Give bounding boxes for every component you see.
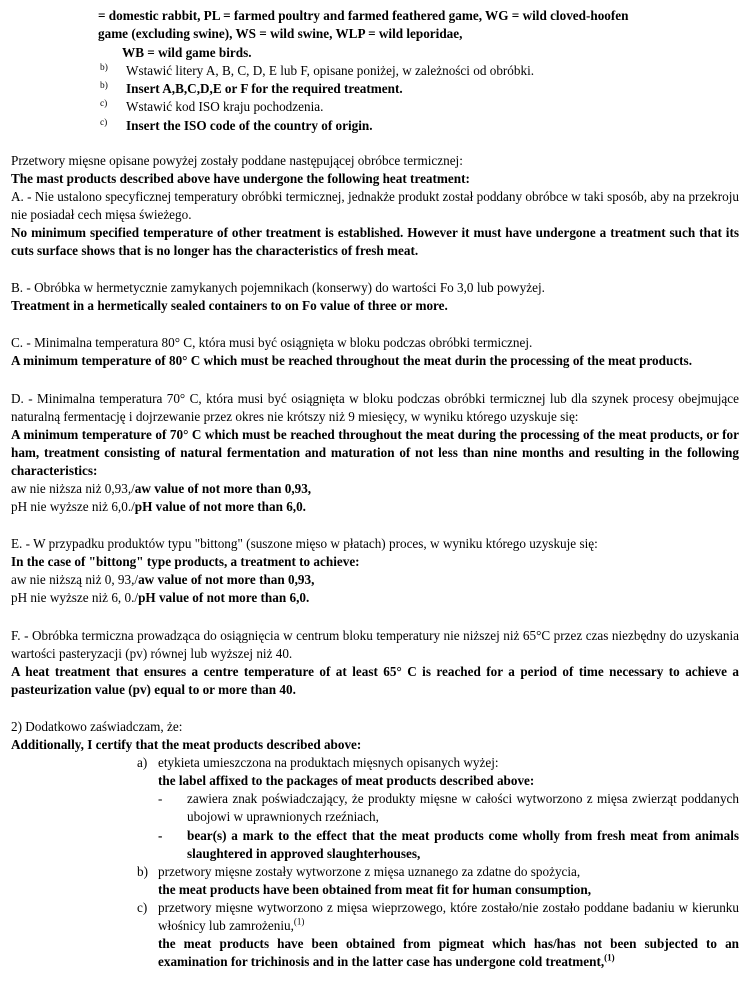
footnote-item-c-en	[100, 117, 750, 135]
value-label-pl: aw nie niższa niż 0,93,/	[11, 481, 135, 496]
intro-text-en: The mast products described above have undergone the following heat treatment:	[11, 170, 470, 186]
list-item-a-text-en: the label affixed to the packages of meat products described above:	[158, 773, 535, 789]
section-2-list	[137, 754, 739, 971]
spacer	[11, 315, 739, 334]
list-item-a	[137, 754, 739, 772]
sublist-item-text-pl: zawiera znak poświadczający, że produkty mięsne w całości wytworzono z mięsa zwierząt poddanych ubojowi w uprawnionych rzeźniach,	[187, 791, 739, 825]
list-item-text-pl: etykieta umieszczona na produktach mięsnych opisanych wyżej:	[158, 755, 499, 771]
value-label-pl: pH nie wyższe niż 6, 0./	[11, 590, 139, 606]
treatment-d-value-ph	[11, 498, 739, 516]
spacer	[11, 371, 739, 390]
footnote-text: Insert the ISO code of the country of origin.	[126, 117, 373, 133]
treatment-e-en: In the case of "bittong" type products, a treatment to achieve:	[11, 554, 360, 570]
list-marker: b)	[137, 863, 148, 879]
treatment-e-value-ph	[11, 589, 739, 607]
footnote-continuation-line-3: WB = wild game birds.	[122, 44, 252, 60]
treatment-a-pl: A. - Nie ustalono specyficznej temperatury obróbki termicznej, jednakże produkt został poddany obróbce w taki sposób, aby na przekroju nie posiadał cech mięsa świeżego.	[11, 188, 739, 222]
treatment-a-en: No minimum specified temperature of other treatment is established. However it must have undergone a treatment such that its cuts surface shows that is no longer has the characteristics of fresh meat.	[11, 224, 739, 259]
footnote-item-b-pl	[100, 62, 750, 80]
value-label-pl: pH nie wyższe niż 6,0./	[11, 499, 135, 515]
footnote-text: Wstawić kod ISO kraju pochodzenia.	[126, 99, 324, 115]
value-label-pl: aw nie niższą niż 0, 93,/	[11, 572, 139, 588]
footnote-item-c-pl	[100, 98, 750, 116]
treatment-c-en: A minimum temperature of 80° C which must be reached throughout the meat durin the processing of the meat products.	[11, 353, 692, 369]
footnote-marker: c)	[100, 117, 108, 128]
list-item-c-body-en: the meat products have been obtained from pigmeat which has/has not been subjected to an examination for trichinosis and in the latter case has undergone cold treatment,	[158, 936, 739, 970]
treatment-f-en: A heat treatment that ensures a centre temperature of at least 65° C is reached for a period of time necessary to achieve a pasteurization value (pv) equal to or more than 40.	[11, 663, 739, 697]
value-label-en: aw value of not more than 0,93,	[138, 572, 315, 588]
section-2-heading-pl: 2) Dodatkowo zaświadczam, że:	[11, 718, 183, 734]
intro-text-pl: Przetwory mięsne opisane powyżej zostały poddane następującej obróbce termicznej:	[11, 152, 463, 168]
document-body	[11, 152, 739, 972]
sublist-item-text-en: bear(s) a mark to the effect that the meat products come wholly from fresh meat from animals slaughtered in approved slaughterhouses,	[187, 827, 739, 861]
footnote-continuation	[98, 7, 738, 62]
spacer	[11, 260, 739, 279]
list-marker: c)	[137, 899, 148, 915]
footnote-marker: b)	[100, 63, 108, 74]
list-item-text-pl	[158, 899, 739, 935]
sublist-item-en	[158, 827, 739, 863]
footnotes-block	[0, 0, 750, 135]
footnote-text: Wstawić litery A, B, C, D, E lub F, opisane poniżej, w zależności od obróbki.	[126, 63, 535, 79]
treatment-b-en: Treatment in a hermetically sealed containers to on Fo value of three or more.	[11, 298, 448, 314]
treatment-d-pl: D. - Minimalna temperatura 70° C, która musi być osiągnięta w bloku podczas obróbki termicznej lub dla szynek procesy obejmujące naturalną fermentację i dojrzewanie przez okres nie krótszy niż 9 miesięcy, w wyniku którego uzyskuje się:	[11, 390, 739, 424]
value-label-en: pH value of not more than 6,0.	[138, 590, 310, 606]
value-label-en: aw value of not more than 0,93,	[134, 481, 312, 496]
spacer	[11, 699, 739, 718]
footnote-marker: c)	[100, 99, 108, 110]
footnote-ref-pl: (1)	[293, 916, 305, 927]
footnote-text: Insert A,B,C,D,E or F for the required treatment.	[126, 81, 403, 97]
sublist-item-pl	[158, 790, 739, 826]
sublist-a	[158, 790, 739, 862]
list-item-text-pl: przetwory mięsne zostały wytworzone z mięsa uznanego za zdatne do spożycia,	[158, 863, 581, 879]
list-marker: a)	[137, 755, 148, 771]
list-item-c-text-en	[158, 935, 739, 971]
footnote-marker: b)	[100, 81, 108, 92]
footnote-continuation-line-2: game (excluding swine), WS = wild swine, WLP = wild leporidae,	[98, 26, 463, 42]
treatment-f-pl: F. - Obróbka termiczna prowadząca do osiągnięcia w centrum bloku temperatury nie niższej niż 65°C przez czas niezbędny do uzyskania wartości pasteryzacji (pv) równej lub wyższej niż 40.	[11, 627, 739, 661]
treatment-b-pl: B. - Obróbka w hermetycznie zamykanych pojemnikach (konserwy) do wartości Fo 3,0 lub powyżej.	[11, 280, 545, 296]
list-item-b-text-en: the meat products have been obtained from meat fit for human consumption,	[158, 881, 591, 897]
treatment-e-pl: E. - W przypadku produktów typu "bittong" (suszone mięso w płatach) proces, w wyniku którego uzyskuje się:	[11, 536, 598, 552]
treatment-d-value-aw	[11, 480, 739, 498]
section-2-heading-en: Additionally, I certify that the meat products described above:	[11, 737, 362, 753]
spacer	[11, 608, 739, 627]
treatment-d-en: A minimum temperature of 70° C which must be reached throughout the meat during the processing of the meat products, or for ham, treatment consisting of natural fermentation and maturation of not less than nine months and resulting in the following characteristics:	[11, 426, 739, 478]
footnote-item-b-en	[100, 80, 750, 98]
footnote-ref-en: (1)	[604, 952, 615, 963]
value-label-en: pH value of not more than 6,0.	[134, 499, 306, 515]
footnote-continuation-line-1: = domestic rabbit, PL = farmed poultry and farmed feathered game, WG = wild cloved-hoofen	[98, 8, 629, 23]
list-marker-dash: -	[158, 827, 163, 843]
list-item-c	[137, 899, 739, 935]
list-item-c-body-pl: przetwory mięsne wytworzono z mięsa wieprzowego, które zostało/nie zostało poddane badaniu w kierunku włośnicy lub zamrożeniu,	[158, 899, 739, 933]
list-item-b	[137, 863, 739, 881]
spacer	[11, 516, 739, 535]
treatment-e-value-aw	[11, 571, 739, 589]
list-marker-dash: -	[158, 791, 163, 807]
spacer	[0, 135, 750, 152]
treatment-c-pl: C. - Minimalna temperatura 80° C, która musi być osiągnięta w bloku podczas obróbki termicznej.	[11, 335, 533, 351]
